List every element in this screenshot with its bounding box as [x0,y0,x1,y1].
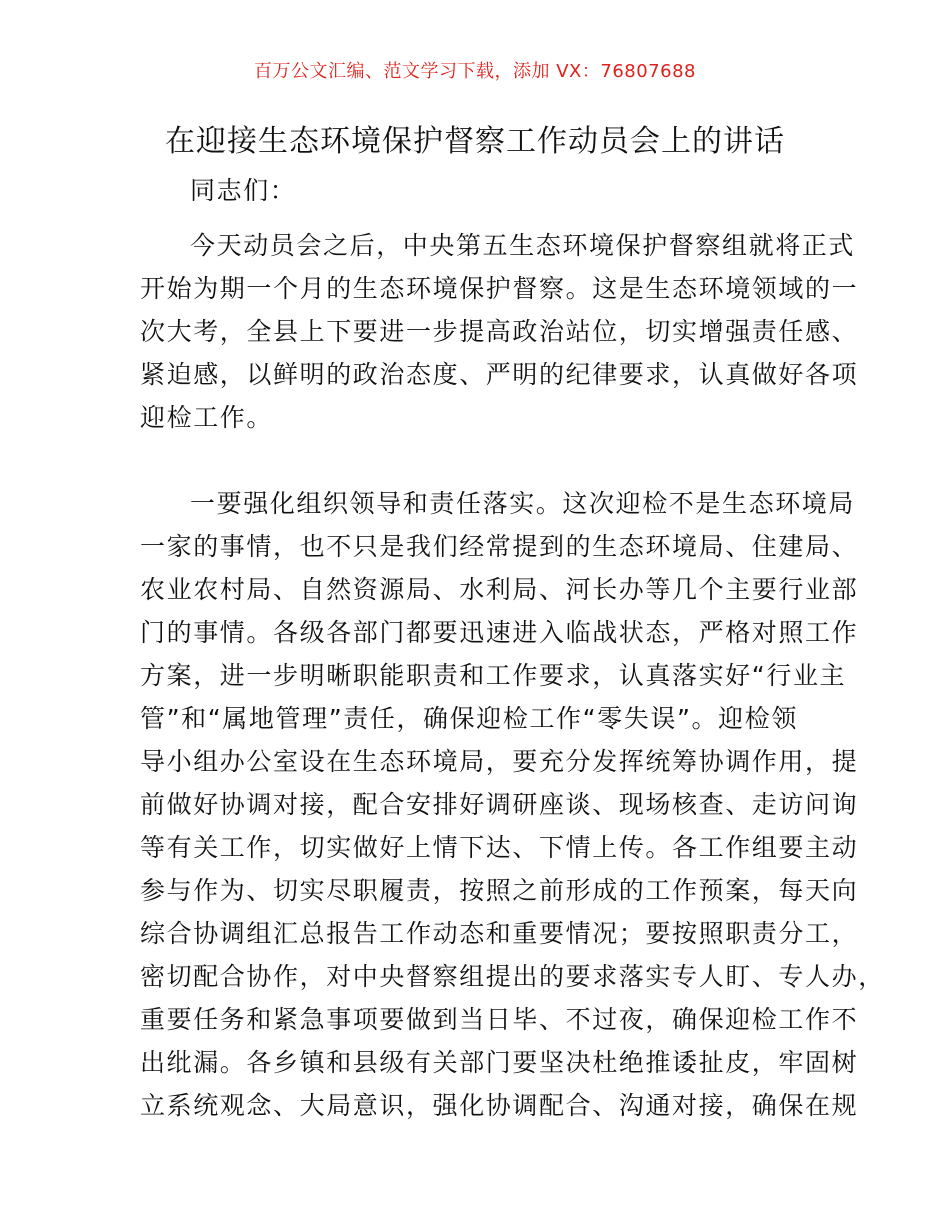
paragraph-line: 密切配合协作，对中央督察组提出的要求落实专人盯、专人办， [140,962,885,991]
watermark-header: 百万公文汇编、范文学习下载，添加 VX：76807688 [254,61,696,82]
paragraph-line: 综合协调组汇总报告工作动态和重要情况；要按照职责分工， [140,919,859,948]
paragraph-line: 前做好协调对接，配合安排好调研座谈、现场核查、走访问询 [140,790,859,819]
paragraph-line: 等有关工作，切实做好上情下达、下情上传。各工作组要主动 [140,833,859,862]
paragraph-line: 导小组办公室设在生态环境局，要充分发挥统筹协调作用，提 [140,747,859,776]
paragraph-line: 紧迫感，以鲜明的政治态度、严明的纪律要求，认真做好各项 [140,360,859,389]
paragraph-line: 一要强化组织领导和责任落实。这次迎检不是生态环境局 [190,489,856,518]
paragraph-line: 一家的事情，也不只是我们经常提到的生态环境局、住建局、 [140,532,859,561]
paragraph-line: 立系统观念、大局意识，强化协调配合、沟通对接，确保在规 [140,1091,859,1120]
document-title: 在迎接生态环境保护督察工作动员会上的讲话 [165,124,785,159]
paragraph-line: 方案，进一步明晰职能职责和工作要求，认真落实好“行业主 [140,661,847,690]
paragraph-line: 门的事情。各级各部门都要迅速进入临战状态，严格对照工作 [140,618,859,647]
salutation: 同志们： [190,176,297,205]
paragraph-line: 出纰漏。各乡镇和县级有关部门要坚决杜绝推诿扯皮，牢固树 [140,1048,859,1077]
paragraph-line: 管”和“属地管理”责任，确保迎检工作“零失误”。迎检领 [140,704,798,733]
paragraph-line: 迎检工作。 [140,403,274,432]
paragraph-line: 次大考，全县上下要进一步提高政治站位，切实增强责任感、 [140,317,859,346]
paragraph-line: 参与作为、切实尽职履责，按照之前形成的工作预案，每天向 [140,876,859,905]
paragraph-line: 重要任务和紧急事项要做到当日毕、不过夜，确保迎检工作不 [140,1005,859,1034]
paragraph-line: 农业农村局、自然资源局、水利局、河长办等几个主要行业部 [140,575,859,604]
paragraph-line: 开始为期一个月的生态环境保护督察。这是生态环境领域的一 [140,274,859,303]
paragraph-line: 今天动员会之后，中央第五生态环境保护督察组就将正式 [190,231,856,260]
